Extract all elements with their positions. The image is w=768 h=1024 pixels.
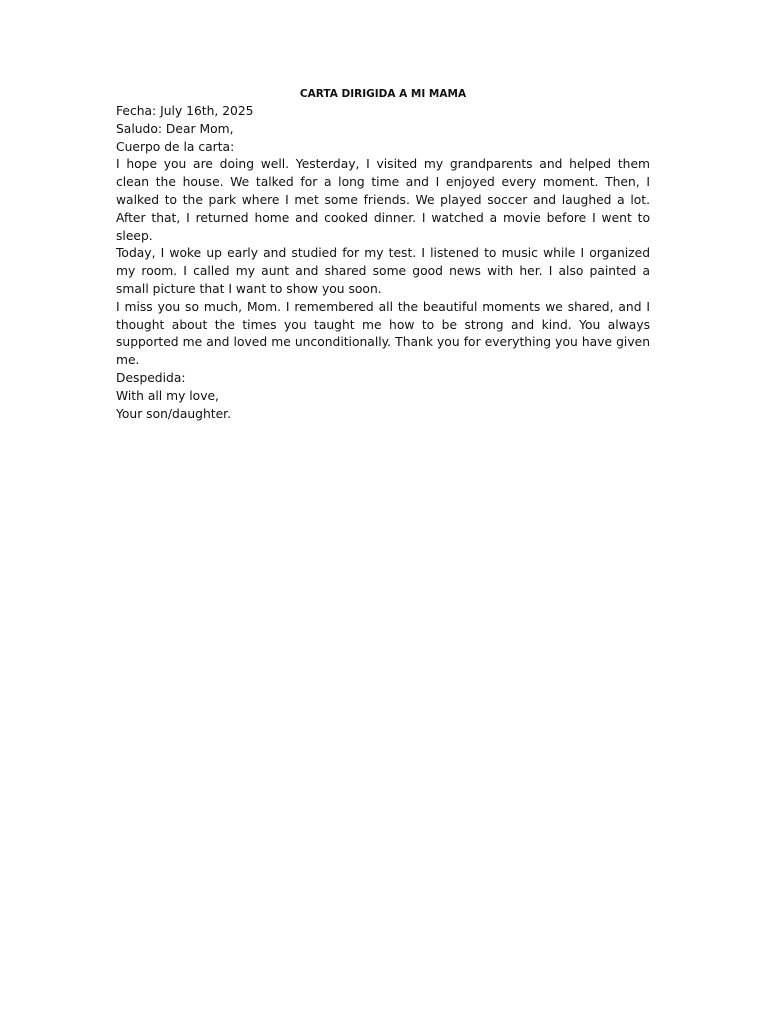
closing-line: With all my love, — [116, 388, 219, 403]
letter-title: CARTA DIRIGIDA A MI MAMA — [299, 88, 467, 100]
letter-body — [116, 86, 650, 423]
date-line: Fecha: July 16th, 2025 — [116, 104, 254, 118]
paragraph-2: Today, I woke up early and studied for my test. I listened to music while I organized my room. I called my aunt and shared some good news with her. I also painted a small picture that I want to show you soon. — [116, 246, 650, 296]
body-label: Cuerpo de la carta: — [116, 139, 235, 154]
paragraph-3: I miss you so much, Mom. I remembered all the beautiful moments we shared, and I thought about the times you taught me how to be strong and kind. You always supported me and loved me unconditionally. Thank you for everything you have given me. — [116, 299, 650, 368]
greeting-line: Saludo: Dear Mom, — [116, 121, 234, 136]
paragraph-1: I hope you are doing well. Yesterday, I visited my grandparents and helped them clean the house. We talked for a long time and I enjoyed every moment. Then, I walked to the park where I met some friends. We played soccer and laughed a lot. After that, I returned home and cooked dinner. I watched a movie before I went to sleep. — [116, 157, 650, 243]
signature-line: Your son/daughter. — [116, 406, 231, 421]
farewell-label: Despedida: — [116, 370, 186, 385]
